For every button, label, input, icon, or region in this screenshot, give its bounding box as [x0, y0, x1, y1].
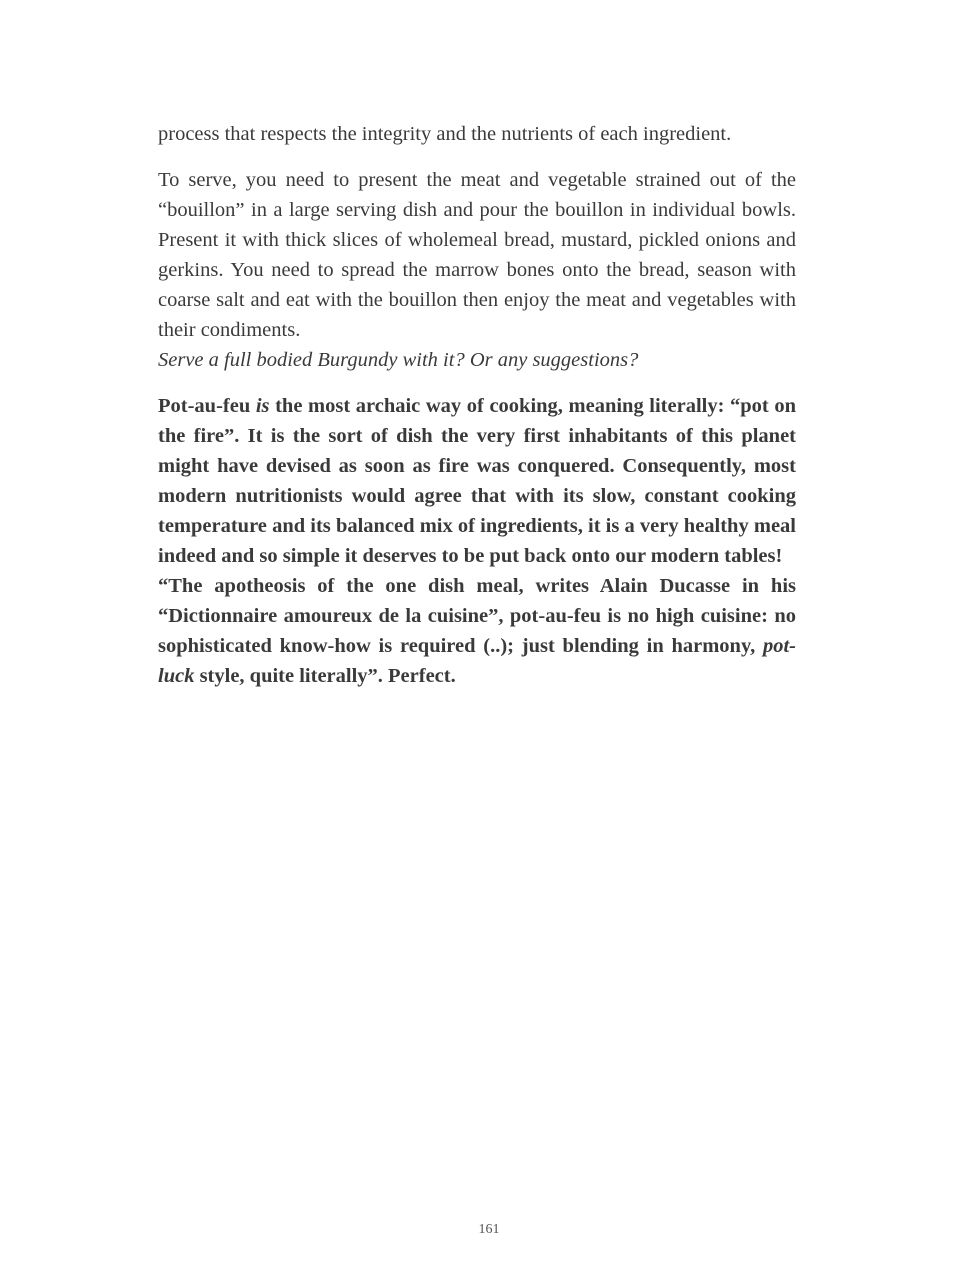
paragraph-serving: To serve, you need to present the meat and vegetable strained out of the “bouillon” in a large serving dish and pour the bouillon in individual bowls. Present it with thick slices of wholemeal bread, mustard, pickled onions and gerkins. You need to spread the marrow bones onto the bread, season with coarse salt and eat with the bouillon then enjoy the meat and vegetables with their condiments. — [158, 169, 796, 341]
pot-au-feu-text-rest: the most archaic way of cooking, meaning literally: “pot on the fire”. It is the sort of dish the very first inhabitants of this planet might have devised as soon as fire was conquered. Consequently, most modern nutritionists would agree that with its slow, constant cooking temperature and its balanced mix of ingredients, it is a very healthy meal indeed and so simple it deserves to be put back onto our modern tables! — [158, 395, 796, 567]
quote-text-start: “The apotheosis of the one dish meal, writes Alain Ducasse in his “Dictionnaire amoureux de la cuisine”, pot-au-feu is no high cuisine: no sophisticated know-how is required (..); just blending in harmony, — [158, 575, 796, 657]
page-number: 161 — [478, 1222, 500, 1237]
paragraph-wine-suggestion: Serve a full bodied Burgundy with it? Or any suggestions? — [158, 349, 639, 371]
pot-au-feu-text-start: Pot-au-feu — [158, 395, 256, 417]
quote-text-end: style, quite literally”. Perfect. — [194, 665, 456, 687]
emphasis-pot-luck: pot-luck — [158, 635, 796, 687]
page-body — [158, 119, 796, 691]
paragraph-pot-au-feu — [158, 391, 796, 571]
paragraph-ducasse-quote — [158, 571, 796, 691]
emphasis-is: is — [255, 395, 270, 417]
paragraph-integrity: process that respects the integrity and the nutrients of each ingredient. — [158, 123, 732, 145]
